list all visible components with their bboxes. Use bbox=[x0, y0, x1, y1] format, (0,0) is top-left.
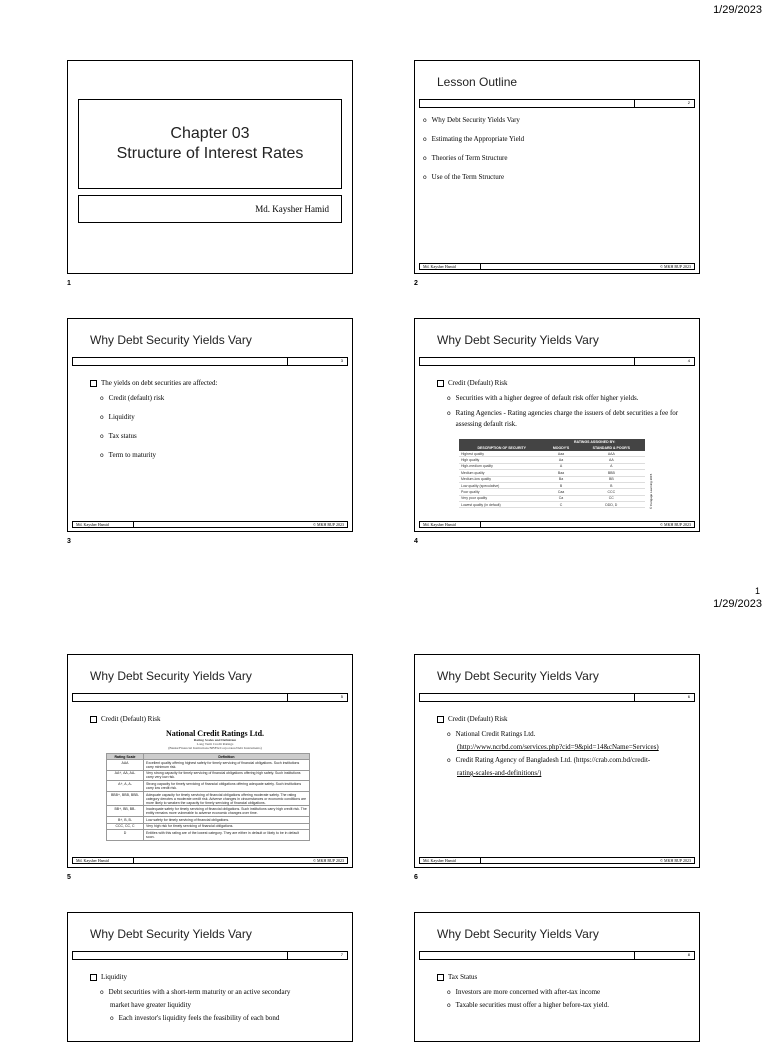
chapter-number: Chapter 03 bbox=[170, 125, 250, 142]
list-item: o Debt securities with a short-term maturity or an active secondary bbox=[100, 988, 291, 996]
footer-bar: Md. Kaysher Hamid © MKH BUP 2023 bbox=[72, 521, 348, 528]
table-row: Poor quality Caa CCC bbox=[459, 489, 645, 495]
list-item: o Use of the Term Structure bbox=[423, 173, 505, 181]
table-row: BBB+, BBB, BBB- Adequate capacity for timely servicing of financial obligations offering moderate safety. The rating category denotes a moderate credit risk. Adverse changes in circumstances or economic conditions are more likely to weaken the capacity for timely servicing of financial obligations. bbox=[107, 791, 310, 806]
ncr-ratings bbox=[98, 729, 332, 841]
ratings-table-wrap bbox=[459, 439, 645, 508]
list-item: o Securities with a higher degree of default risk offer higher yields. bbox=[447, 394, 639, 402]
ncr-link[interactable]: (http://www.ncrbd.com/services.php?cid=9&pid=14&cName=Services) bbox=[457, 743, 659, 751]
chapter-title bbox=[79, 124, 341, 164]
slide-index: 2 bbox=[687, 100, 690, 105]
footer-bar: Md. Kaysher Hamid © MKH BUP 2023 bbox=[419, 263, 695, 270]
table-row: High-medium quality A A bbox=[459, 463, 645, 469]
list-item: o Credit Rating Agency of Bangladesh Ltd. (https://crab.com.bd/credit- bbox=[447, 756, 651, 764]
title-bar: 5 bbox=[72, 693, 348, 702]
list-item: o Tax status bbox=[100, 432, 137, 440]
slide-1 bbox=[67, 60, 353, 274]
footer-bar: Md. Kaysher Hamid © MKH BUP 2023 bbox=[419, 521, 695, 528]
table-row: BB+, BB, BB- Inadequate safety for timely servicing of financial obligations. Such institutions carry high credit risk. The entity remains more vulnerable to adverse economic changes over time. bbox=[107, 806, 310, 817]
slide-title: Lesson Outline bbox=[437, 75, 518, 89]
slide-5 bbox=[67, 654, 353, 868]
list-item: o National Credit Ratings Ltd. bbox=[447, 730, 536, 738]
author-name: Md. Kaysher Hamid bbox=[255, 204, 329, 214]
title-bar: 8 bbox=[419, 951, 695, 960]
ncr-subtitle: Long Term Credit Ratings bbox=[196, 742, 234, 746]
table-row: AAA Excellent quality offering highest safety for timely servicing of financial obligations. Such institutions carry minimum risk. bbox=[107, 760, 310, 771]
list-item: o Why Debt Security Yields Vary bbox=[423, 116, 520, 124]
slide-title: Why Debt Security Yields Vary bbox=[437, 669, 599, 683]
footer-bar: Md. Kaysher Hamid © MKH BUP 2023 bbox=[72, 857, 348, 864]
lead-bullet: The yields on debt securities are affected: bbox=[90, 379, 344, 387]
lead-bullet: Credit (Default) Risk bbox=[437, 379, 691, 387]
slide-number-1: 1 bbox=[67, 280, 71, 287]
ratings-table: RATINGS ASSIGNED BY: DESCRIPTION OF SECURITY MOODY'S STANDARD & POOR'S Highest quality Aaa AAA High quality Aa AA High-medium quality A A Medium quality Baa BBB Medium-low quality Ba BB Low quality (speculative) B B Poor quality Caa CCC Very poor quality Ca CC Lowest quality (in default) C DDD, D bbox=[459, 439, 645, 508]
title-bar bbox=[419, 99, 695, 108]
author-box bbox=[78, 195, 342, 223]
list-item: o Theories of Term Structure bbox=[423, 154, 508, 162]
list-item: o Rating Agencies - Rating agencies charge the issuers of debt securities a fee for assessing default risk. bbox=[447, 409, 679, 428]
header-date: 1/29/2023 bbox=[713, 4, 762, 16]
table-row: D Entities with this rating are of the lowest category. They are either in default or likely to be in default soon. bbox=[107, 830, 310, 841]
slide-3 bbox=[67, 318, 353, 532]
ncr-subtitle: Rating Scales and Definition bbox=[193, 738, 237, 742]
list-item-cont: market have greater liquidity bbox=[110, 1001, 192, 1009]
title-bar: 4 bbox=[419, 357, 695, 366]
slide-title: Why Debt Security Yields Vary bbox=[90, 333, 252, 347]
table-row: AA+, AA, AA- Very strong capacity for timely servicing of financial obligations offering high safety. Such institutions carry very low risk. bbox=[107, 770, 310, 781]
ncr-table: Rating Scale Definition AAA Excellent quality offering highest safety for timely servicing of financial obligations. Such institutions carry minimum risk. AA+, AA, AA- Very strong capacity for timely servicing of financial obligations offering high safety. Such institutions carry very low risk. A+, A, A- Strong capacity for timely servicing of financial obligations offering adequate safety. Such institutions carry low credit risk. BBB+, BBB, BBB- Adequate capacity for timely servicing of financial obligations offering moderate safety. The rating category denotes a moderate credit risk. Adverse changes in circumstances or economic conditions are more likely to weaken the capacity for timely servicing of financial obligations. BB+, BB, BB- Inadequate safety for timely servicing of financial obligations. Such institutions carry high credit risk. The entity remains more vulnerable to adverse economic changes over time. B+, B, B- Low safety for timely servicing of financial obligations. CCC, CC, C Very high risk for timely servicing of financial obligations. D Entities with this rating are of the lowest category. They are either in default or likely to be in default soon. bbox=[106, 753, 310, 841]
list-item: o Estimating the Appropriate Yield bbox=[423, 135, 525, 143]
table-row: Very poor quality Ca CC bbox=[459, 495, 645, 501]
table-row: High quality Aa AA bbox=[459, 457, 645, 463]
table-row: Medium quality Baa BBB bbox=[459, 470, 645, 476]
title-bar: 7 bbox=[72, 951, 348, 960]
table-row: Low quality (speculative) B B bbox=[459, 482, 645, 488]
slide-number-2: 2 bbox=[414, 280, 418, 287]
slide-number-3: 3 bbox=[67, 538, 71, 545]
table-row: CCC, CC, C Very high risk for timely servicing of financial obligations. bbox=[107, 823, 310, 830]
slide-title: Why Debt Security Yields Vary bbox=[90, 927, 252, 941]
slide-6 bbox=[414, 654, 700, 868]
slide-7 bbox=[67, 912, 353, 1042]
list-item: o Investors are more concerned with after-tax income bbox=[447, 988, 601, 996]
table-row: A+, A, A- Strong capacity for timely servicing of financial obligations offering adequate safety. Such institutions carry low credit risk. bbox=[107, 781, 310, 792]
table-row: Lowest quality (in default) C DDD, D bbox=[459, 502, 645, 508]
footer-bar: Md. Kaysher Hamid © MKH BUP 2023 bbox=[419, 857, 695, 864]
table-row: B+, B, B- Low safety for timely servicing of financial obligations. bbox=[107, 816, 310, 823]
list-item: o Taxable securities must offer a higher before-tax yield. bbox=[447, 1001, 609, 1009]
list-item: o Each investor's liquidity feels the feasibility of each bond bbox=[110, 1014, 280, 1022]
slide-title: Why Debt Security Yields Vary bbox=[437, 927, 599, 941]
slide-number-5: 5 bbox=[67, 874, 71, 881]
ncr-title: National Credit Ratings Ltd. bbox=[165, 729, 265, 738]
lead-bullet: Tax Status bbox=[437, 973, 691, 981]
table-row: Medium-low quality Ba BB bbox=[459, 476, 645, 482]
title-bar: 6 bbox=[419, 693, 695, 702]
lead-bullet: Credit (Default) Risk bbox=[90, 715, 344, 723]
slide-8 bbox=[414, 912, 700, 1042]
slide-title: Why Debt Security Yields Vary bbox=[437, 333, 599, 347]
slide-4 bbox=[414, 318, 700, 532]
title-box bbox=[78, 99, 342, 189]
outline-list bbox=[423, 115, 691, 191]
title-bar: 3 bbox=[72, 357, 348, 366]
list-item: o Term to maturity bbox=[100, 451, 157, 459]
table-row: Highest quality Aaa AAA bbox=[459, 451, 645, 457]
slide-title: Why Debt Security Yields Vary bbox=[90, 669, 252, 683]
crab-link[interactable]: rating-scales-and-definitions/) bbox=[457, 769, 542, 777]
slide-2 bbox=[414, 60, 700, 274]
list-item: o Liquidity bbox=[100, 413, 135, 421]
lead-bullet: Credit (Default) Risk bbox=[437, 715, 691, 723]
list-item: o Credit (default) risk bbox=[100, 394, 165, 402]
chapter-subtitle: Structure of Interest Rates bbox=[116, 145, 304, 162]
table-credit: © Cengage Learning 2015 bbox=[649, 473, 653, 509]
page-number: 1 bbox=[754, 586, 760, 596]
page-date: 1/29/2023 bbox=[713, 598, 762, 610]
slide-number-4: 4 bbox=[414, 538, 418, 545]
lead-bullet: Liquidity bbox=[90, 973, 344, 981]
slide-number-6: 6 bbox=[414, 874, 418, 881]
ncr-subtitle: (Banks/Financial Institutions/NBFIs/Corporates/Debt Instruments) bbox=[168, 746, 262, 750]
